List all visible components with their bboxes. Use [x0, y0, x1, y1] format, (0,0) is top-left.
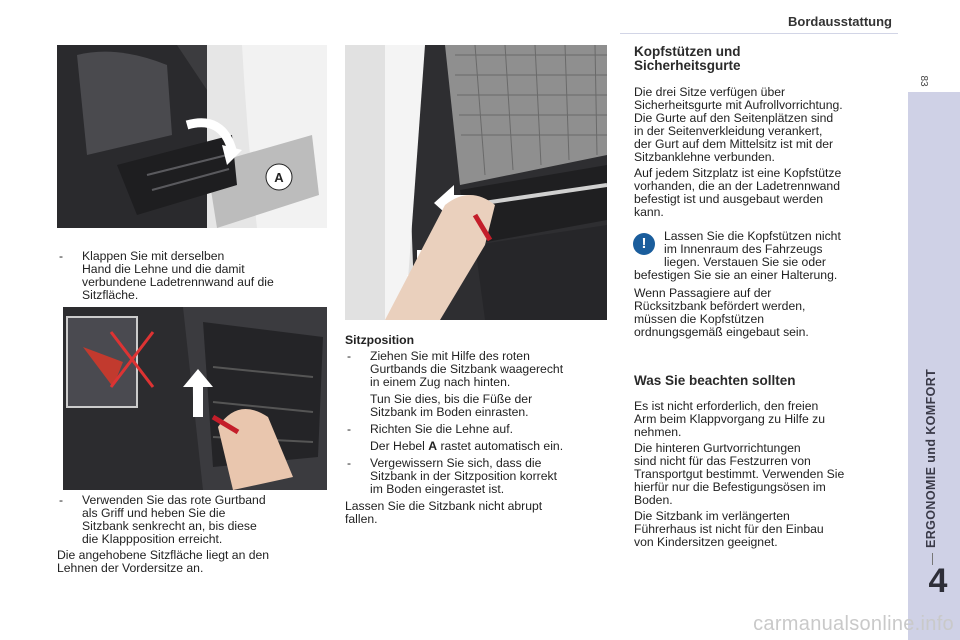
text-line: vorhanden, die an der Ladetrennwand	[634, 179, 840, 193]
text-line: von Kindersitzen geeignet.	[634, 535, 778, 549]
text-line: Sitzbank in der Sitzposition korrekt	[370, 469, 557, 483]
text-line: Es ist nicht erforderlich, den freien	[634, 399, 819, 413]
warning-icon: !	[633, 233, 655, 255]
text-line: Ziehen Sie mit Hilfe des roten	[370, 349, 530, 363]
header-divider	[620, 33, 898, 34]
paragraph-free-arm	[634, 400, 906, 439]
text-line: Transportgut bestimmt. Verwenden Sie	[634, 467, 845, 481]
paragraph-child-seats	[634, 510, 906, 549]
bullet-dash: -	[59, 493, 64, 507]
text-line: in der Seitenverkleidung verankert,	[634, 124, 823, 138]
text-fragment: rastet automatisch ein.	[437, 439, 564, 453]
bullet-pull-bench	[345, 350, 620, 389]
text-line: nehmen.	[634, 425, 682, 439]
text-line: verbundene Ladetrennwand auf die	[82, 275, 274, 289]
text-line: der Gurt auf dem Mittelsitz ist mit der	[634, 137, 834, 151]
text-line: Sitzbank senkrecht an, bis diese	[82, 519, 257, 533]
paragraph-belt-mounts	[634, 442, 906, 507]
text-line: die Klappposition erreicht.	[82, 532, 223, 546]
notice-headrest-storage-cont	[634, 269, 906, 282]
photo-lift-bench	[63, 307, 327, 490]
bullet-dash: -	[59, 249, 64, 263]
photo-fold-backrest	[57, 45, 327, 228]
text-line: Die angehobene Sitzfläche liegt an den	[57, 548, 270, 562]
heading-line: Kopfstützen und	[634, 44, 741, 59]
text-line: Sitzbank im Boden einrasten.	[370, 405, 529, 419]
text-line: Lehnen der Vordersitze an.	[57, 561, 204, 575]
text-line: Sitzfläche.	[82, 288, 139, 302]
text-line: Die Gurte auf den Seitenplätzen sind	[634, 111, 834, 125]
bullet-lever-locks	[345, 440, 620, 453]
text-line: ordnungsgemäß eingebaut sein.	[634, 325, 809, 339]
text-line: fallen.	[345, 512, 378, 526]
bullet-pull-bench-continued	[345, 393, 620, 419]
text-line: kann.	[634, 205, 664, 219]
column-seating-position	[345, 334, 620, 526]
text-line: hierfür nur die Befestigungsösen im	[634, 480, 826, 494]
text-line: im Boden eingerastet ist.	[370, 482, 505, 496]
text-line: müssen die Kopfstützen	[634, 312, 765, 326]
step-fold-backrest	[57, 250, 327, 302]
chapter-title: ERGONOMIE und KOMFORT	[924, 368, 938, 548]
bullet-raise-backrest	[345, 423, 620, 436]
text-line: Lassen Sie die Sitzbank nicht abrupt	[345, 499, 543, 513]
bullet-check-locked	[345, 457, 620, 496]
heading-headrests-belts	[634, 45, 741, 73]
subheading-seating-position: Sitzposition	[345, 333, 415, 347]
text-line: Sitzbanklehne verbunden.	[634, 150, 775, 164]
text-line: sind nicht für das Festzurren von	[634, 454, 811, 468]
text-line: Verwenden Sie das rote Gurtband	[82, 493, 266, 507]
text-line: Die drei Sitze verfügen über	[634, 85, 786, 99]
heading-notes: Was Sie beachten sollten	[634, 373, 796, 388]
text-line: Auf jedem Sitzplatz ist eine Kopfstütze	[634, 166, 842, 180]
text-line: in einem Zug nach hinten.	[370, 375, 511, 389]
page-number: 83	[918, 75, 929, 87]
text-line: als Griff und heben Sie die	[82, 506, 226, 520]
watermark: carmanualsonline.info	[753, 613, 954, 635]
bullet-dash: -	[347, 422, 352, 436]
text-line: Richten Sie die Lehne auf.	[370, 422, 513, 436]
text-line: Die Sitzbank im verlängerten	[634, 509, 790, 523]
heading-line: Sicherheitsgurte	[634, 58, 741, 73]
step-lift-bench	[57, 494, 327, 546]
paragraph-seatbelts	[634, 86, 906, 164]
callout-label-a: A	[274, 170, 284, 185]
text-line: Gurtbands die Sitzbank waagerecht	[370, 362, 564, 376]
text-line: befestigen Sie sie an einer Halterung.	[634, 268, 838, 282]
text-line: Vergewissern Sie sich, dass die	[370, 456, 542, 470]
paragraph-headrests	[634, 167, 906, 219]
bullet-dash: -	[347, 456, 352, 470]
text-line: Rücksitzbank befördert werden,	[634, 299, 806, 313]
text-line: liegen. Verstauen Sie sie oder	[664, 255, 826, 269]
text-line: Hand die Lehne und die damit	[82, 262, 245, 276]
section-title: Bordausstattung	[788, 14, 892, 29]
text-line: Führerhaus ist nicht für den Einbau	[634, 522, 824, 536]
text-line: Boden.	[634, 493, 673, 507]
text-line: Klappen Sie mit derselben	[82, 249, 225, 263]
text-line: Die hinteren Gurtvorrichtungen	[634, 441, 801, 455]
notice-headrest-storage	[664, 230, 904, 269]
text-line: Wenn Passagiere auf der	[634, 286, 772, 300]
paragraph-passengers	[634, 287, 906, 339]
text-line: Sicherheitsgurte mit Aufrollvorrichtung.	[634, 98, 843, 112]
bullet-dash: -	[347, 349, 352, 363]
text-line: Arm beim Klappvorgang zu Hilfe zu	[634, 412, 826, 426]
paragraph-raised-seat	[57, 549, 337, 575]
text-line: im Innenraum des Fahrzeugs	[664, 242, 823, 256]
text-line: Lassen Sie die Kopfstützen nicht	[664, 229, 841, 243]
paragraph-do-not-drop	[345, 500, 620, 526]
text-fragment: Der Hebel	[370, 439, 429, 453]
chapter-number: 4	[928, 562, 948, 600]
text-line: Tun Sie dies, bis die Füße der	[370, 392, 533, 406]
photo-pull-bench	[345, 45, 607, 320]
text-line: befestigt ist und ausgebaut werden	[634, 192, 824, 206]
sidebar-band	[908, 92, 960, 640]
lever-label-a: A	[428, 439, 438, 453]
